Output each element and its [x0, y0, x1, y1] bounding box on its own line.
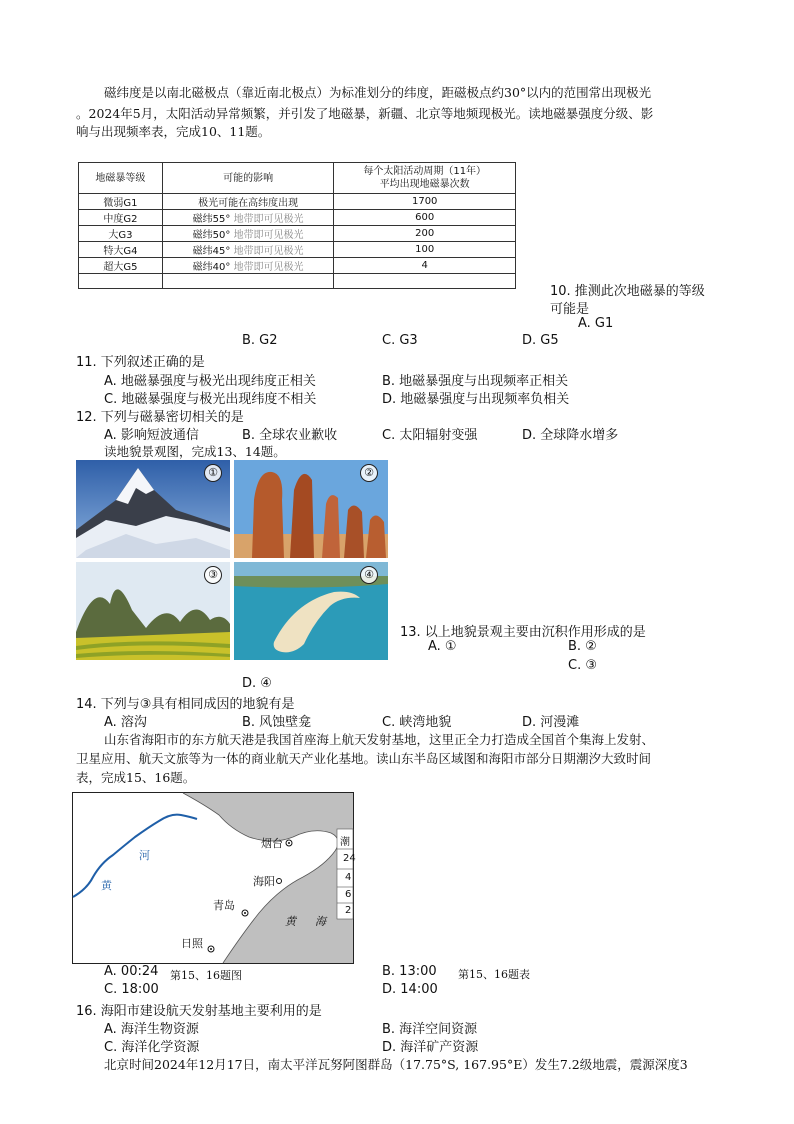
effect-text: 磁纬40° [192, 262, 231, 273]
table-cell-effect [162, 242, 334, 258]
q16-stem: 16. 海阳市建设航天发射基地主要利用的是 [76, 1004, 322, 1019]
map-hidden-val: 6 [345, 889, 352, 900]
table-cell-level: 大G3 [79, 226, 163, 242]
haiyang-line-2: 卫星应用、航天文旅等为一体的商业航天产业化基地。读山东半岛区域图和海阳市部分日期潮汐大致时间 [76, 751, 652, 766]
map-hidden-val: 2 [345, 905, 352, 916]
map-hidden-val: 4 [345, 872, 352, 883]
q14-option-a[interactable]: A. 溶沟 [104, 715, 147, 730]
q12-option-a[interactable]: A. 影响短波通信 [104, 428, 199, 443]
q15-option-a[interactable]: A. 00:24 [104, 964, 159, 979]
table-caption: 第15、16题表 [458, 968, 530, 981]
map-label-sea-1: 黄 [285, 915, 296, 928]
photo-sand-spit [234, 562, 388, 660]
photo-badge-1: ① [204, 464, 222, 482]
table-row-empty [79, 274, 516, 289]
table-row [79, 258, 516, 274]
q15-option-d[interactable]: D. 14:00 [382, 982, 438, 997]
q11-option-a[interactable]: A. 地磁暴强度与极光出现纬度正相关 [104, 374, 316, 389]
table-header-count-line1: 每个太阳活动周期（11年） [363, 166, 487, 177]
table-header-level: 地磁暴等级 [79, 163, 163, 194]
q12-stem: 12. 下列与磁暴密切相关的是 [76, 410, 244, 425]
q16-option-c[interactable]: C. 海洋化学资源 [104, 1040, 200, 1055]
map-label-rizhao: 日照 [181, 937, 203, 950]
q11-option-b[interactable]: B. 地磁暴强度与出现频率正相关 [382, 374, 569, 389]
effect-text: 极光可能在高纬度出现 [198, 198, 299, 209]
map-label-qingdao: 青岛 [213, 899, 235, 912]
haiyang-line-3: 表，完成15、16题。 [76, 770, 196, 785]
effect-text-gray: 地带即可见极光 [233, 230, 304, 241]
table-cell-level: 特大G4 [79, 242, 163, 258]
map-label-river-1: 黄 [101, 879, 112, 892]
effect-text-gray: 地带即可见极光 [233, 262, 304, 273]
table-header-count-line2: 平均出现地磁暴次数 [379, 179, 470, 190]
table-row [79, 226, 516, 242]
photo-badge-3: ③ [204, 566, 222, 584]
q12-option-c[interactable]: C. 太阳辐射变强 [382, 428, 478, 443]
table-cell-effect [162, 194, 334, 210]
q13-stem: 13. 以上地貌景观主要由沉积作用形成的是 [400, 625, 646, 640]
intro-line-2: 。2024年5月，太阳活动异常频繁，并引发了地磁暴，新疆、北京等地频现极光。读地磁暴强度分级、影 [76, 106, 654, 121]
map-hidden-head: 潮 [340, 837, 350, 848]
effect-text-gray: 地带即可见极光 [233, 214, 304, 225]
q14-option-b[interactable]: B. 风蚀壁龛 [242, 715, 312, 730]
table-cell-effect [162, 210, 334, 226]
table-row [79, 194, 516, 210]
map-label-haiyang: 海阳 [253, 875, 275, 888]
table-cell-level: 中度G2 [79, 210, 163, 226]
q11-stem: 11. 下列叙述正确的是 [76, 355, 205, 370]
table-header-effect: 可能的影响 [162, 163, 334, 194]
table-cell-count: 4 [334, 258, 516, 274]
landform-intro: 读地貌景观图，完成13、14题。 [104, 444, 286, 459]
q10-option-d[interactable]: D. G5 [522, 333, 559, 348]
table-header-count [334, 163, 516, 194]
table-cell-count: 100 [334, 242, 516, 258]
q13-option-a[interactable]: A. ① [428, 639, 457, 654]
map-label-sea-2: 海 [315, 915, 326, 928]
q15-option-b[interactable]: B. 13:00 [382, 964, 437, 979]
q11-option-c[interactable]: C. 地磁暴强度与极光出现纬度不相关 [104, 392, 317, 407]
effect-text: 磁纬45° [192, 246, 231, 257]
figure-caption: 第15、16题图 [170, 969, 242, 982]
q10-option-b[interactable]: B. G2 [242, 333, 278, 348]
earthquake-intro: 北京时间2024年12月17日，南太平洋瓦努阿图群岛（17.75°S, 167.95°E）发生7.2级地震，震源深度3 [104, 1057, 688, 1072]
effect-text: 磁纬55° [192, 214, 231, 225]
q13-option-b[interactable]: B. ② [568, 639, 597, 654]
table-cell-effect [162, 258, 334, 274]
table-cell-level: 微弱G1 [79, 194, 163, 210]
photo-badge-2: ② [360, 464, 378, 482]
shandong-map [72, 792, 354, 964]
q11-option-d[interactable]: D. 地磁暴强度与出现频率负相关 [382, 392, 570, 407]
geomagnetic-storm-table [78, 162, 516, 289]
table-cell-effect [162, 226, 334, 242]
q14-stem: 14. 下列与③具有相同成因的地貌有是 [76, 697, 295, 712]
map-label-yantai: 烟台 [261, 837, 283, 850]
table-cell-count: 200 [334, 226, 516, 242]
table-cell-count: 600 [334, 210, 516, 226]
q10-stem-line1: 10. 推测此次地磁暴的等级 [550, 284, 705, 299]
q16-option-b[interactable]: B. 海洋空间资源 [382, 1022, 478, 1037]
table-row [79, 210, 516, 226]
q10-option-a[interactable]: A. G1 [578, 316, 614, 331]
intro-line-3: 响与出现频率表，完成10、11题。 [76, 124, 271, 139]
q16-option-d[interactable]: D. 海洋矿产资源 [382, 1040, 479, 1055]
q14-option-d[interactable]: D. 河漫滩 [522, 715, 580, 730]
q16-option-a[interactable]: A. 海洋生物资源 [104, 1022, 199, 1037]
table-cell-level: 超大G5 [79, 258, 163, 274]
map-label-river-2: 河 [139, 849, 150, 862]
q14-option-c[interactable]: C. 峡湾地貌 [382, 715, 452, 730]
effect-text-gray: 地带即可见极光 [233, 246, 304, 257]
q10-option-c[interactable]: C. G3 [382, 333, 418, 348]
effect-text: 磁纬50° [192, 230, 231, 241]
q13-option-c[interactable]: C. ③ [568, 658, 597, 673]
table-cell-count: 1700 [334, 194, 516, 210]
shandong-map-svg [73, 793, 353, 963]
photo-snow-mountain [76, 460, 230, 558]
q12-option-b[interactable]: B. 全球农业歉收 [242, 428, 338, 443]
table-row [79, 242, 516, 258]
q12-option-d[interactable]: D. 全球降水增多 [522, 428, 619, 443]
q10-stem-line2: 可能是 [550, 302, 590, 317]
photo-karst-peaks [76, 562, 230, 660]
q15-option-c[interactable]: C. 18:00 [104, 982, 159, 997]
intro-line-1: 磁纬度是以南北磁极点（靠近南北极点）为标准划分的纬度，距磁极点约30°以内的范围常出现极光 [104, 85, 652, 100]
q13-option-d[interactable]: D. ④ [242, 676, 272, 691]
map-hidden-val: 24 [343, 853, 356, 864]
photo-badge-4: ④ [360, 566, 378, 584]
photo-rock-pillars [234, 460, 388, 558]
haiyang-line-1: 山东省海阳市的东方航天港是我国首座海上航天发射基地，这里正全力打造成全国首个集海上发射、 [104, 732, 655, 747]
